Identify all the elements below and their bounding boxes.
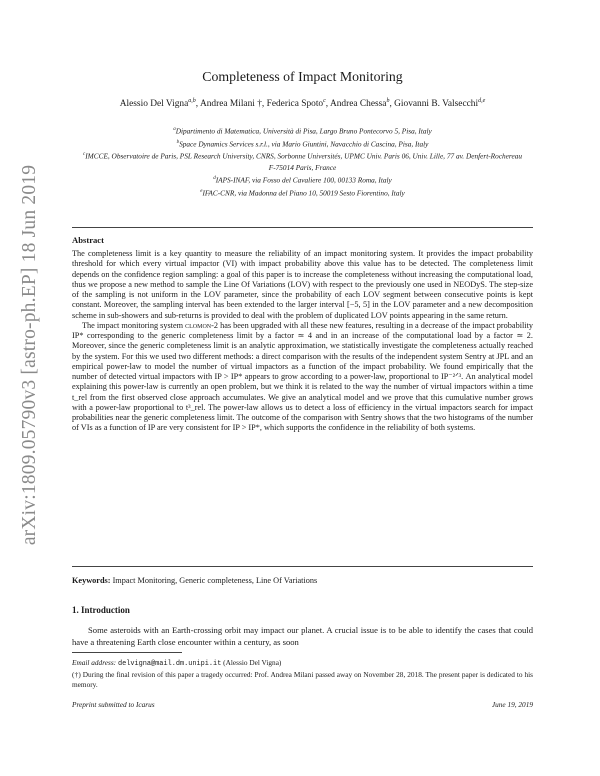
footnote-rule	[72, 652, 182, 653]
author-list: Alessio Del Vigna$^{a,b}$, Andrea Milani †, Federica Spoto$^c$, Andrea Chessa$^b$, Giovanni B. Valsecchi$^{d,e}$	[119, 98, 486, 110]
email-footnote: Email address: delvigna@mail.dm.unipi.it (Alessio Del Vigna)	[72, 658, 282, 668]
introduction-paragraph: Some asteroids with an Earth-crossing orbit may impact our planet. A crucial issue is to be able to identify the cases that could have a threatening Earth close encounter within a century, as soon	[72, 625, 533, 647]
author: Alessio Del Vigna$^{a,b}$	[119, 98, 196, 110]
author: Andrea Milani †	[199, 99, 262, 110]
abstract-paragraph: The impact monitoring system clomon-2 has been upgraded with all these new features, resulting in a decrease of the impact probability IP* corresponding to the generic completeness limit by a factor ≃ 4 and in an increase of the computational load by a factor ≃ 2. Moreover, since the generic completeness limit is an analytic approximation, we statistically investigate the completeness actually reached by the system. For this we used two different methods: a direct comparison with the results of the independent system Sentry at JPL and an empirical power-law to model the number of virtual impactors as a function of the impact probability. We found empirically that the number of detected virtual impactors with IP > IP* appears to grow according to a power-law, proportional to IP⁻²ᐟ³. An analytical model explaining this power-law is currently an open problem, but we think it is related to the way the number of virtual impactors within a time t_rel from the first observed close approach accumulates. We give an analytical model and we prove that this cumulative number grows with a power-law proportional to t³_rel. The power-law allows us to detect a loss of efficiency in the virtual impactors search for impact probabilities near the generic completeness limit. The outcome of the comparison with Sentry shows that the two histograms of the number of VIs as a function of IP are very consistent for IP > IP*, which supports the confidence in the reliability of both systems.	[72, 320, 534, 433]
abstract-paragraph: The completeness limit is a key quantity to measure the reliability of an impact monitoring system. It provides the impact probability threshold for which every virtual impactor (VI) with impact probability above this value has to be detected. The completeness limit depends on the confidence region sampling: a goal of this paper is to increase the completeness without increasing the computational load, thus we propose a new method to sample the Line Of Variations (LOV) with respect to the previously one used in NEODyS. The step-size of the sampling is not uniform in the LOV parameter, since the probability of each LOV segment between consecutive points is kept constant. Moreover, the sampling interval has been extended to the larger interval [−5, 5] in the LOV parameter and a new decomposition scheme in sub-showers and sub-returns is provided to deal with the problem of duplicated LOV points appearing in the same return.	[72, 249, 533, 320]
keywords	[72, 576, 533, 585]
arxiv-stamp-text: arXiv:1809.05790v3 [astro-ph.EP] 18 Jun 2019	[19, 164, 41, 546]
abstract-top-rule	[72, 227, 533, 228]
author: Giovanni B. Valsecchi$^{d,e}$	[394, 98, 486, 110]
preprint-date: June 19, 2019	[491, 700, 533, 709]
abstract-body	[72, 249, 533, 434]
section-heading: 1. Introduction	[72, 605, 130, 615]
affiliation: $^c$IMCCE, Observatoire de Paris, PSL Research University, CNRS, Sorbonne Universités, UPMC Univ. Paris 06, Univ. Lille, 77 av. Denfert-Rochereau F-75014 Paris, France	[82, 151, 523, 172]
paper-page	[72, 0, 533, 776]
footnotes	[72, 658, 533, 691]
author: Federica Spoto$^c$	[266, 98, 326, 110]
author: Andrea Chessa$^b$	[329, 98, 390, 110]
abstract-bottom-rule	[72, 566, 533, 567]
keywords-text: Impact Monitoring, Generic completeness, Line Of Variations	[110, 576, 318, 585]
affiliation: $^d$IAPS-INAF, via Fosso del Cavaliere 100, 00133 Roma, Italy	[213, 175, 392, 185]
dagger-footnote: (†) During the final revision of this paper a tragedy occurred: Prof. Andrea Milani passed away on November 28, 2018. The present paper is dedicated to his memory.	[72, 669, 533, 690]
abstract-heading: Abstract	[72, 235, 104, 245]
affiliation: $^b$Space Dynamics Services s.r.l., via Mario Giuntini, Navacchio di Cascina, Pisa, Italy	[176, 139, 429, 149]
keywords-label: Keywords:	[72, 576, 111, 585]
paper-title: Completeness of Impact Monitoring	[202, 69, 403, 84]
email-link[interactable]: delvigna@mail.dm.unipi.it	[117, 660, 222, 668]
preprint-note: Preprint submitted to Icarus	[72, 700, 155, 709]
arxiv-stamp	[18, 120, 42, 590]
affiliation: $^e$IFAC-CNR, via Madonna del Piano 10, 50019 Sesto Fiorentino, Italy	[200, 188, 405, 198]
affiliation-list	[82, 124, 523, 198]
affiliation: $^a$Dipartimento di Matematica, Università di Pisa, Largo Bruno Pontecorvo 5, Pisa, Italy	[173, 126, 432, 136]
